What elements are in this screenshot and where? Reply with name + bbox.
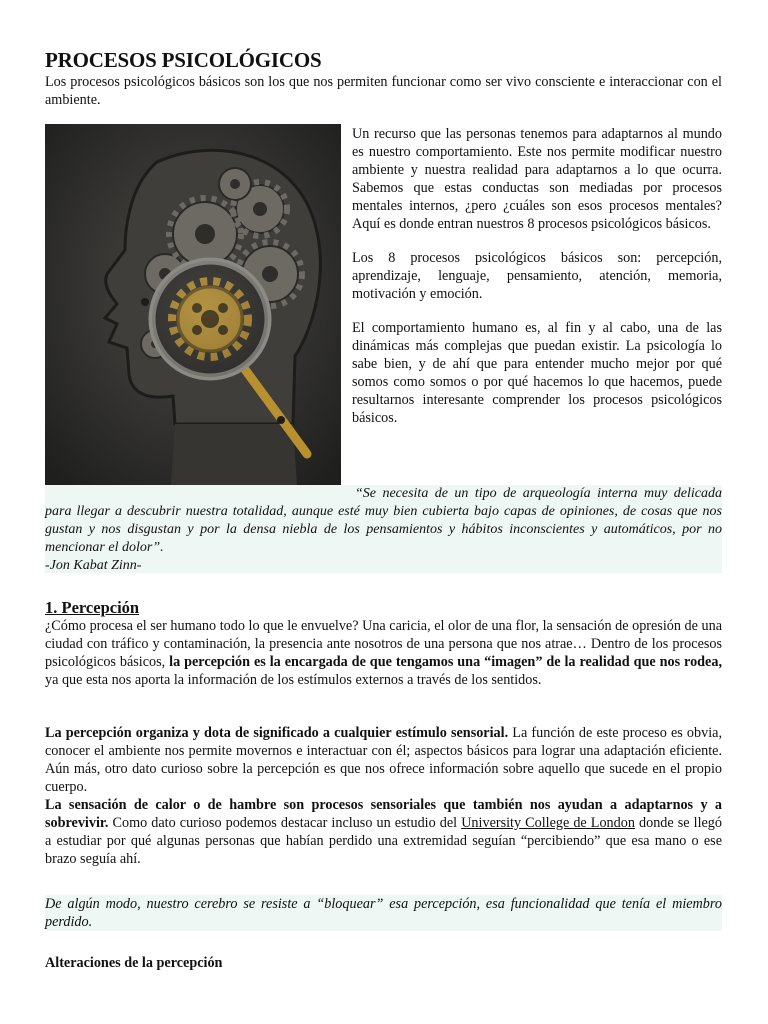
section-heading-percepcion: 1. Percepción: [45, 598, 140, 617]
callout-block: [45, 895, 722, 931]
page-title: PROCESOS PSICOLÓGICOS: [45, 48, 322, 72]
p3-text-b: donde se llegó a estudiar por qué algunas personas que habían perdido una extremidad seguían “percibiendo” que esa mano o ese brazo seguía ahí.: [45, 815, 722, 867]
p3-text-a: Como dato curioso podemos destacar incluso un estudio del: [108, 815, 462, 831]
quote-text: [45, 485, 722, 557]
head-gears-image: [45, 124, 341, 486]
p1-text-a: ¿Cómo procesa el ser humano todo lo que le envuelve? Una caricia, el olor de una flor, la sensación de opresión de una ciudad con tráfico y contaminación, la presencia ante nosotros de una persona que nos atrae… Dentro de los procesos psicológicos básicos,: [45, 618, 722, 670]
intro-paragraph: Los procesos psicológicos básicos son los que nos permiten funcionar como ser vivo consciente e interaccionar con el ambiente.: [45, 74, 722, 108]
p2-text: La función de este proceso es obvia, conocer el ambiente nos permite movernos e interactuar con él; aspectos básicos para lograr una adaptación eficiente. Aún más, otro dato curioso sobre la percepción es que nos ofrece información sobre aquello que sucede en el propio cuerpo.: [45, 725, 722, 795]
ucl-link[interactable]: University College de London: [461, 815, 635, 831]
p1-text-b: ya que esta nos aporta la información de los estímulos externos a través de los sentidos.: [45, 672, 542, 688]
head-gears-magnifier-icon: [45, 124, 341, 486]
percepcion-paragraph-3: [45, 796, 722, 868]
percepcion-paragraph-2: [45, 724, 722, 796]
percepcion-paragraph-1: [45, 617, 722, 689]
p1-bold: la percepción es la encargada de que tengamos una “imagen” de la realidad que nos rodea,: [169, 654, 722, 670]
right-column: [352, 125, 722, 443]
right-paragraph-1: Un recurso que las personas tenemos para adaptarnos al mundo es nuestro comportamiento. Este nos permite modificar nuestro ambiente y nuestra realidad para adaptarnos a lo que ocurra. Sabemos que estas conductas son mediadas por procesos mentales internos, ¿pero ¿cuáles son esos procesos mentales? Aquí es donde entran nuestros 8 procesos psicológicos básicos.: [352, 126, 722, 232]
subheading-alteraciones: Alteraciones de la percepción: [45, 955, 223, 971]
percepcion-body: [45, 724, 722, 868]
p3-bold: La sensación de calor o de hambre son procesos sensoriales que también nos ayudan a adaptarnos y a sobrevivir.: [45, 797, 722, 831]
right-paragraph-3: El comportamiento humano es, al fin y al cabo, una de las dinámicas más complejas que puedan existir. La psicología lo sabe bien, y de ahí que para entender mucho mejor por qué somos como somos o por qué hacemos lo que hacemos, puede resultarnos interesante comprender los procesos psicológicos básicos.: [352, 320, 722, 426]
p2-bold: La percepción organiza y dota de significado a cualquier estímulo sensorial.: [45, 725, 509, 741]
callout-text: De algún modo, nuestro cerebro se resiste a “bloquear” esa percepción, esa funcionalidad que tenía el miembro perdido.: [45, 896, 722, 930]
quote-author: -Jon Kabat Zinn-: [45, 558, 142, 573]
quote-text-content: “Se necesita de un tipo de arqueología interna muy delicada para llegar a descubrir nuestra totalidad, aunque esté muy bien cubierta bajo capas de opiniones, de cosas que nos gustan y nos disgustan y por la densa niebla de los pensamientos y hábitos inconscientes y automáticos, por no mencionar el dolor”.: [45, 486, 722, 555]
quote-block: [45, 485, 722, 573]
right-paragraph-2: Los 8 procesos psicológicos básicos son: percepción, aprendizaje, lenguaje, pensamiento, atención, memoria, motivación y emoción.: [352, 250, 722, 302]
